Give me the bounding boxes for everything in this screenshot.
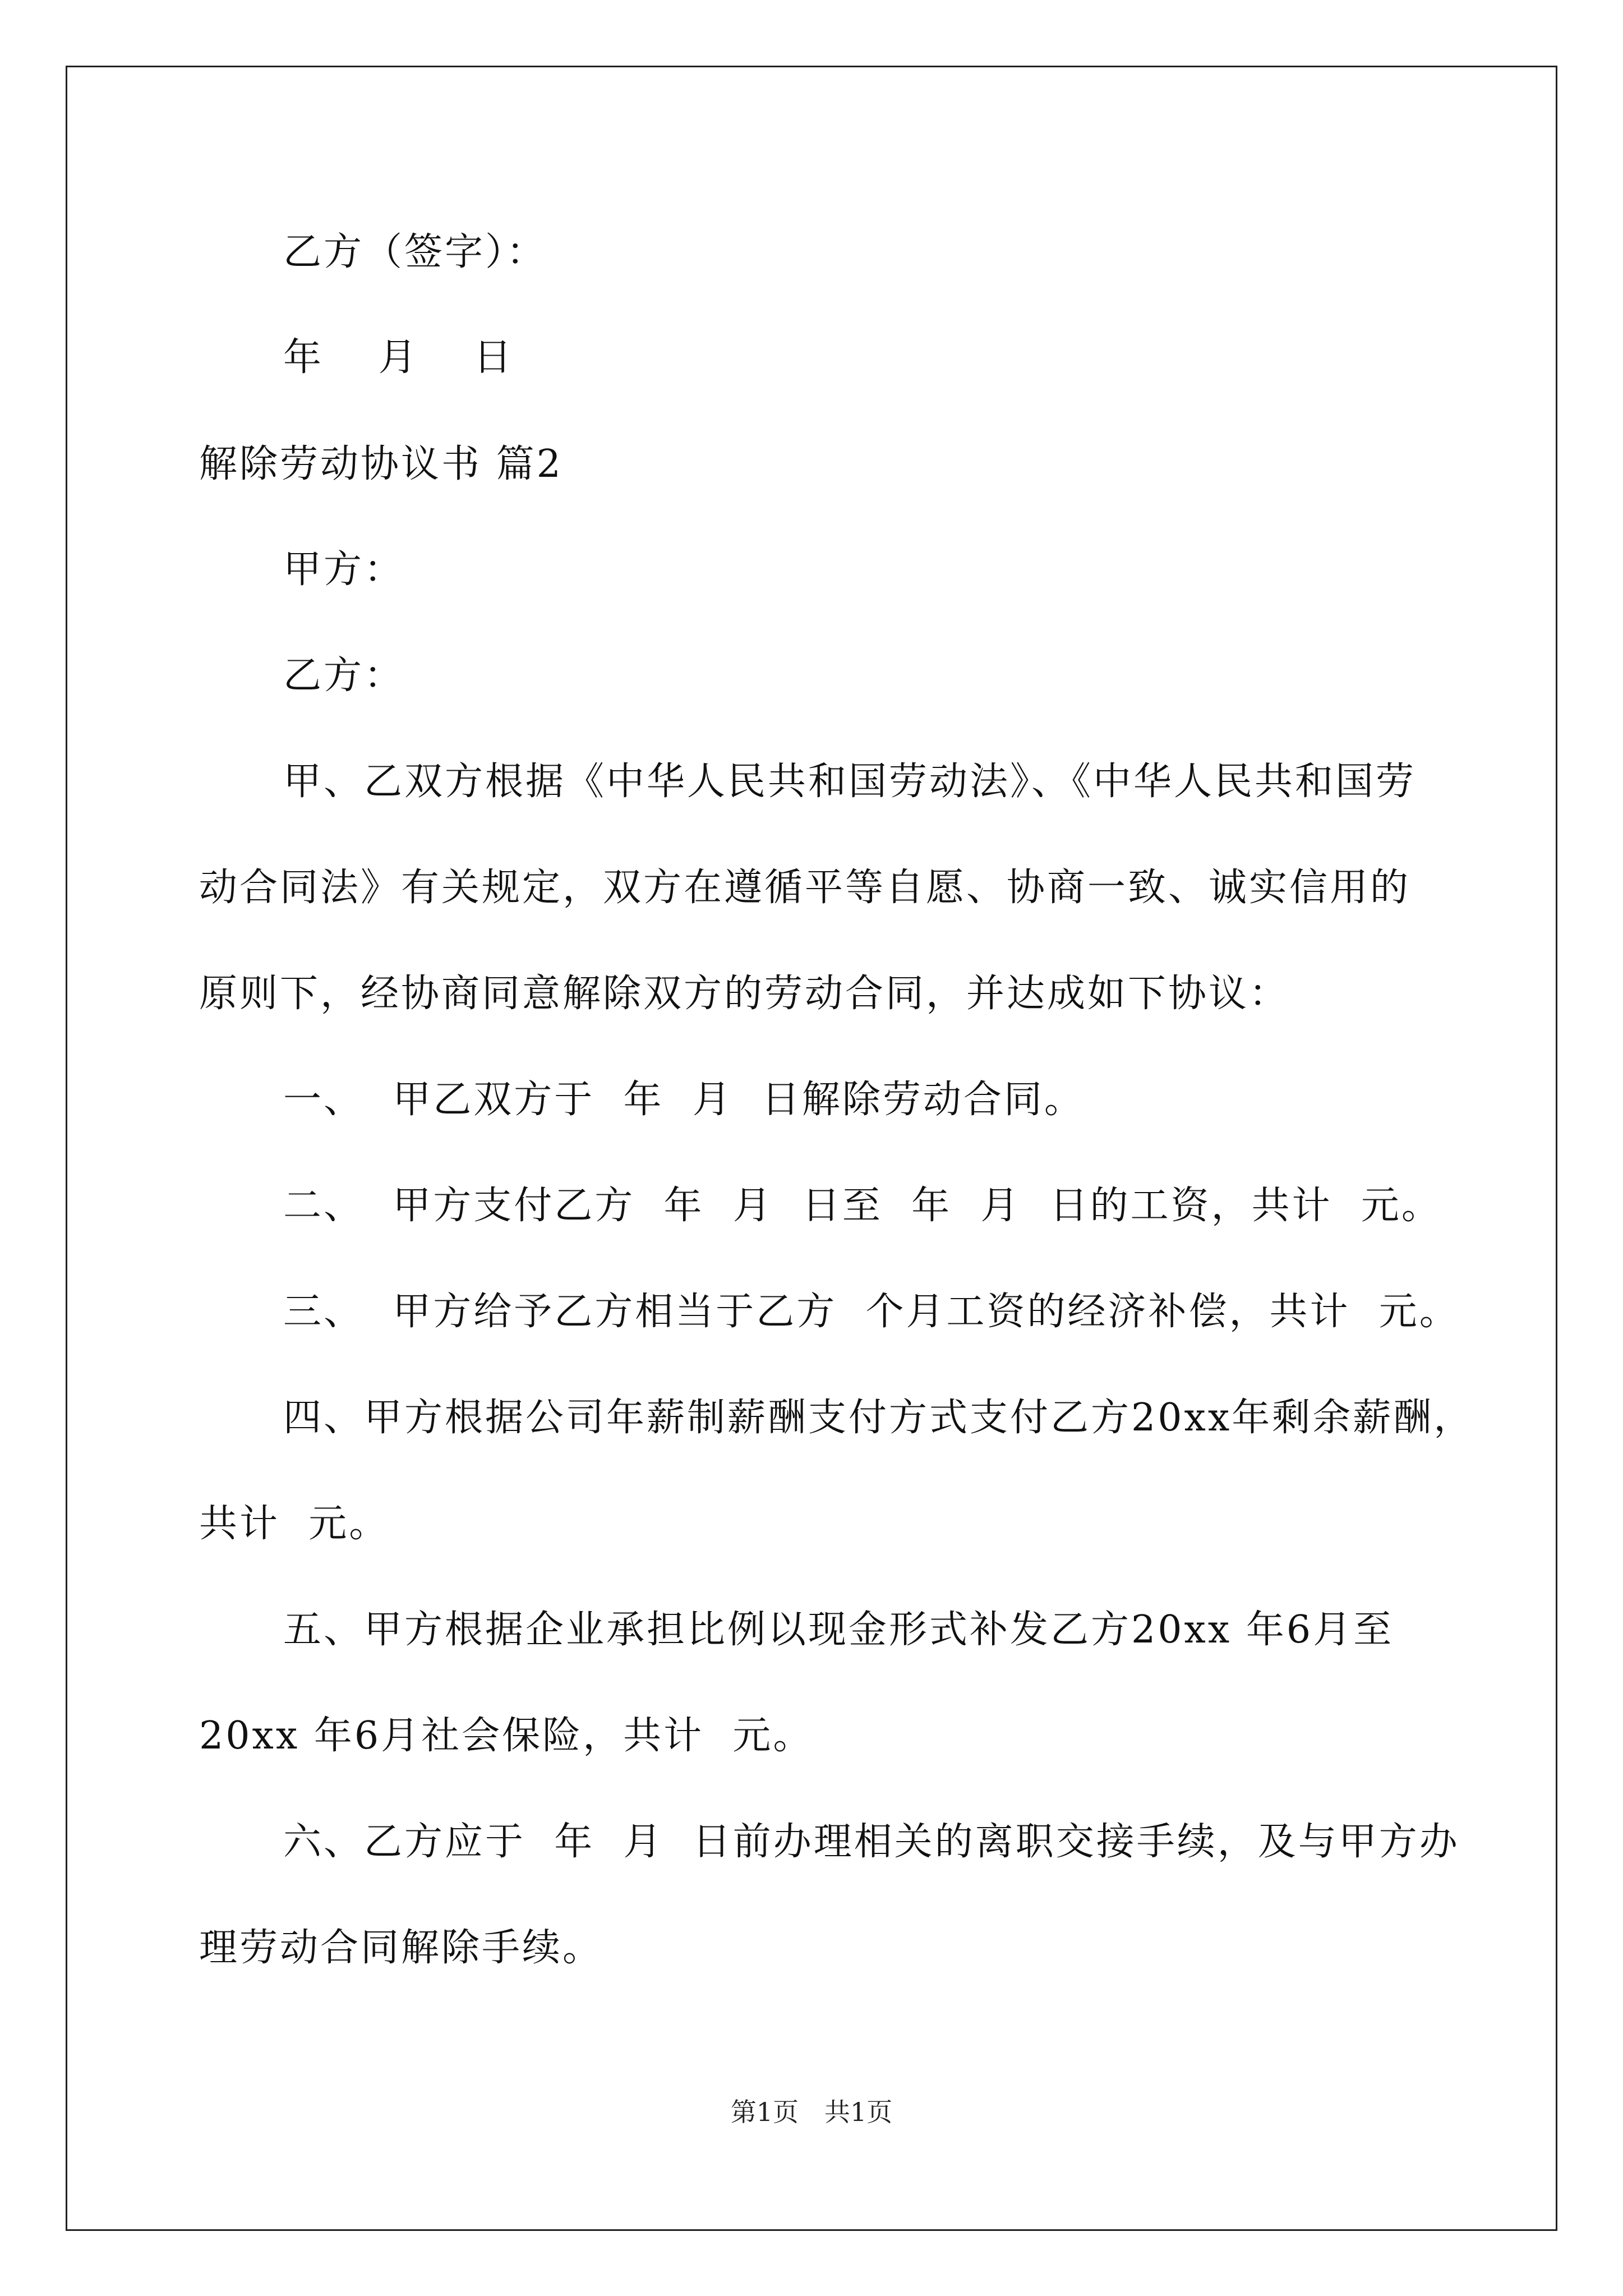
clause-4-line-1: 四、甲方根据公司年薪制薪酬支付方式支付乙方20xx年剩余薪酬， bbox=[283, 1396, 1474, 1440]
preamble-line-1: 甲、乙双方根据《中华人民共和国劳动法》、《中华人民共和国劳 bbox=[283, 760, 1417, 804]
clause-1: 一、 甲乙双方于 年 月 日解除劳动合同。 bbox=[283, 1078, 1085, 1122]
preamble-line-3: 原则下，经协商同意解除双方的劳动合同，并达成如下协议： bbox=[199, 972, 1290, 1016]
page-border bbox=[66, 66, 1557, 2231]
party-a-line: 甲方： bbox=[283, 547, 405, 592]
clause-3: 三、 甲方给予乙方相当于乙方 个月工资的经济补偿，共计 元。 bbox=[283, 1290, 1460, 1334]
party-b-line: 乙方： bbox=[283, 654, 405, 698]
party-b-signature-line: 乙方（签字）： bbox=[283, 230, 547, 274]
clause-2: 二、 甲方支付乙方 年 月 日至 年 月 日的工资，共计 元。 bbox=[283, 1184, 1442, 1228]
date-line: 年 月 日 bbox=[283, 335, 514, 380]
preamble-line-2: 动合同法》有关规定，双方在遵循平等自愿、协商一致、诚实信用的 bbox=[199, 866, 1411, 910]
section-heading: 解除劳动协议书 篇2 bbox=[199, 442, 563, 486]
clause-4-line-2: 共计 元。 bbox=[199, 1502, 390, 1546]
clause-6-line-1: 六、乙方应于 年 月 日前办理相关的离职交接手续，及与甲方办 bbox=[283, 1820, 1460, 1864]
clause-6-line-2: 理劳动合同解除手续。 bbox=[199, 1926, 603, 1970]
page-footer: 第1页 共1页 bbox=[730, 2097, 893, 2127]
clause-5-line-2: 20xx 年6月社会保险，共计 元。 bbox=[199, 1714, 814, 1758]
clause-5-line-1: 五、甲方根据企业承担比例以现金形式补发乙方20xx 年6月至 bbox=[283, 1608, 1394, 1652]
